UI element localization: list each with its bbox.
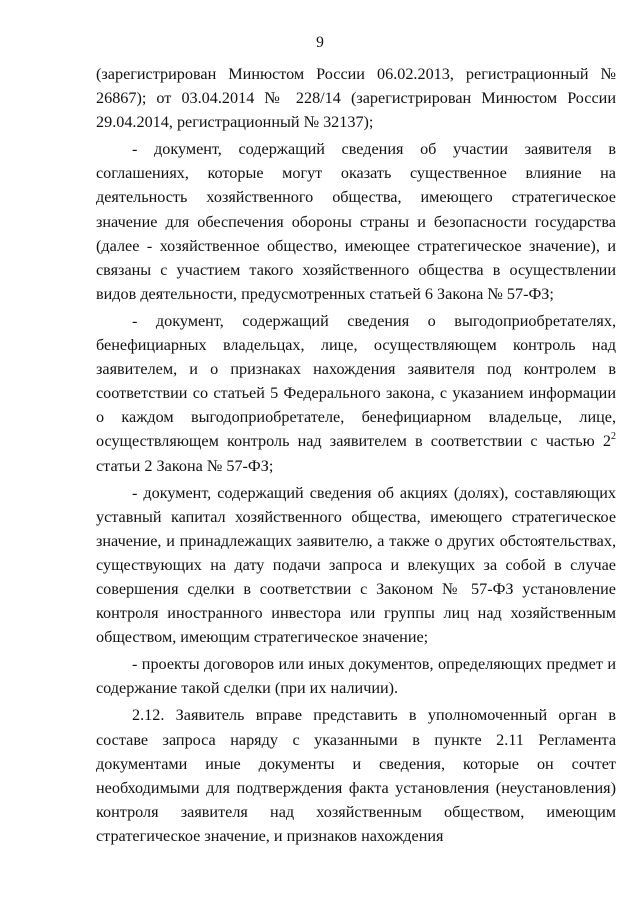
document-body	[96, 62, 616, 848]
paragraph-registration-continuation: (зарегистрирован Минюстом России 06.02.2013, регистрационный № 26867); от 03.04.2014 № 228/14 (зарегистрирован Минюстом России 29.04.2014, регистрационный № 32137);	[96, 65, 616, 132]
superscript-part: 2	[611, 431, 616, 443]
beneficiaries-text-start: - документ, содержащий сведения о выгодоприобретателях, бенефициарных владельцах, лице, осуществляющем контроль над заявителем, и о признаках нахождения заявителя под контролем в соответствии со статьей 5 Федерального закона, с указанием информации о каждом выгодоприобретателе, бенефициарном владельце, лице, осуществляющем контроль над заявителем в соответствии с частью 2	[96, 311, 616, 451]
paragraph-clause-2-12: 2.12. Заявитель вправе представить в уполномоченный орган в составе запроса наряду с указанными в пункте 2.11 Регламента документами иные документы и сведения, которые он сочтет необходимыми для подтверждения факта установления (неустановления) контроля заявителя над хозяйственным обществом, имеющим стратегическое значение, и признаков нахождения	[96, 706, 616, 845]
paragraph-draft-contracts: - проекты договоров или иных документов, определяющих предмет и содержание такой сделки (при их наличии).	[96, 655, 616, 698]
beneficiaries-text-end: статьи 2 Закона № 57-ФЗ;	[96, 456, 274, 475]
paragraph-shares-document: - документ, содержащий сведения об акциях (долях), составляющих уставный капитал хозяйственного общества, имеющего стратегическое значение, и принадлежащих заявителю, а также о других обстоятельствах, существующих на дату подачи запроса и влекущих за собой в случае совершения сделки в соответствии с Законом № 57-ФЗ установление контроля иностранного инвестора или группы лиц над хозяйственным обществом, имеющим стратегическое значение;	[96, 483, 616, 647]
page-number: 9	[316, 34, 324, 51]
paragraph-agreements-document: - документ, содержащий сведения об участии заявителя в соглашениях, которые могут оказать существенное влияние на деятельность хозяйственного общества, имеющего стратегическое значение для обеспечения обороны страны и безопасности государства (далее - хозяйственное общество, имеющее стратегическое значение), и связаны с участием такого хозяйственного общества в осуществлении видов деятельности, предусмотренных статьей 6 Закона № 57-ФЗ;	[96, 140, 616, 303]
paragraph-beneficiaries-document	[96, 309, 616, 478]
